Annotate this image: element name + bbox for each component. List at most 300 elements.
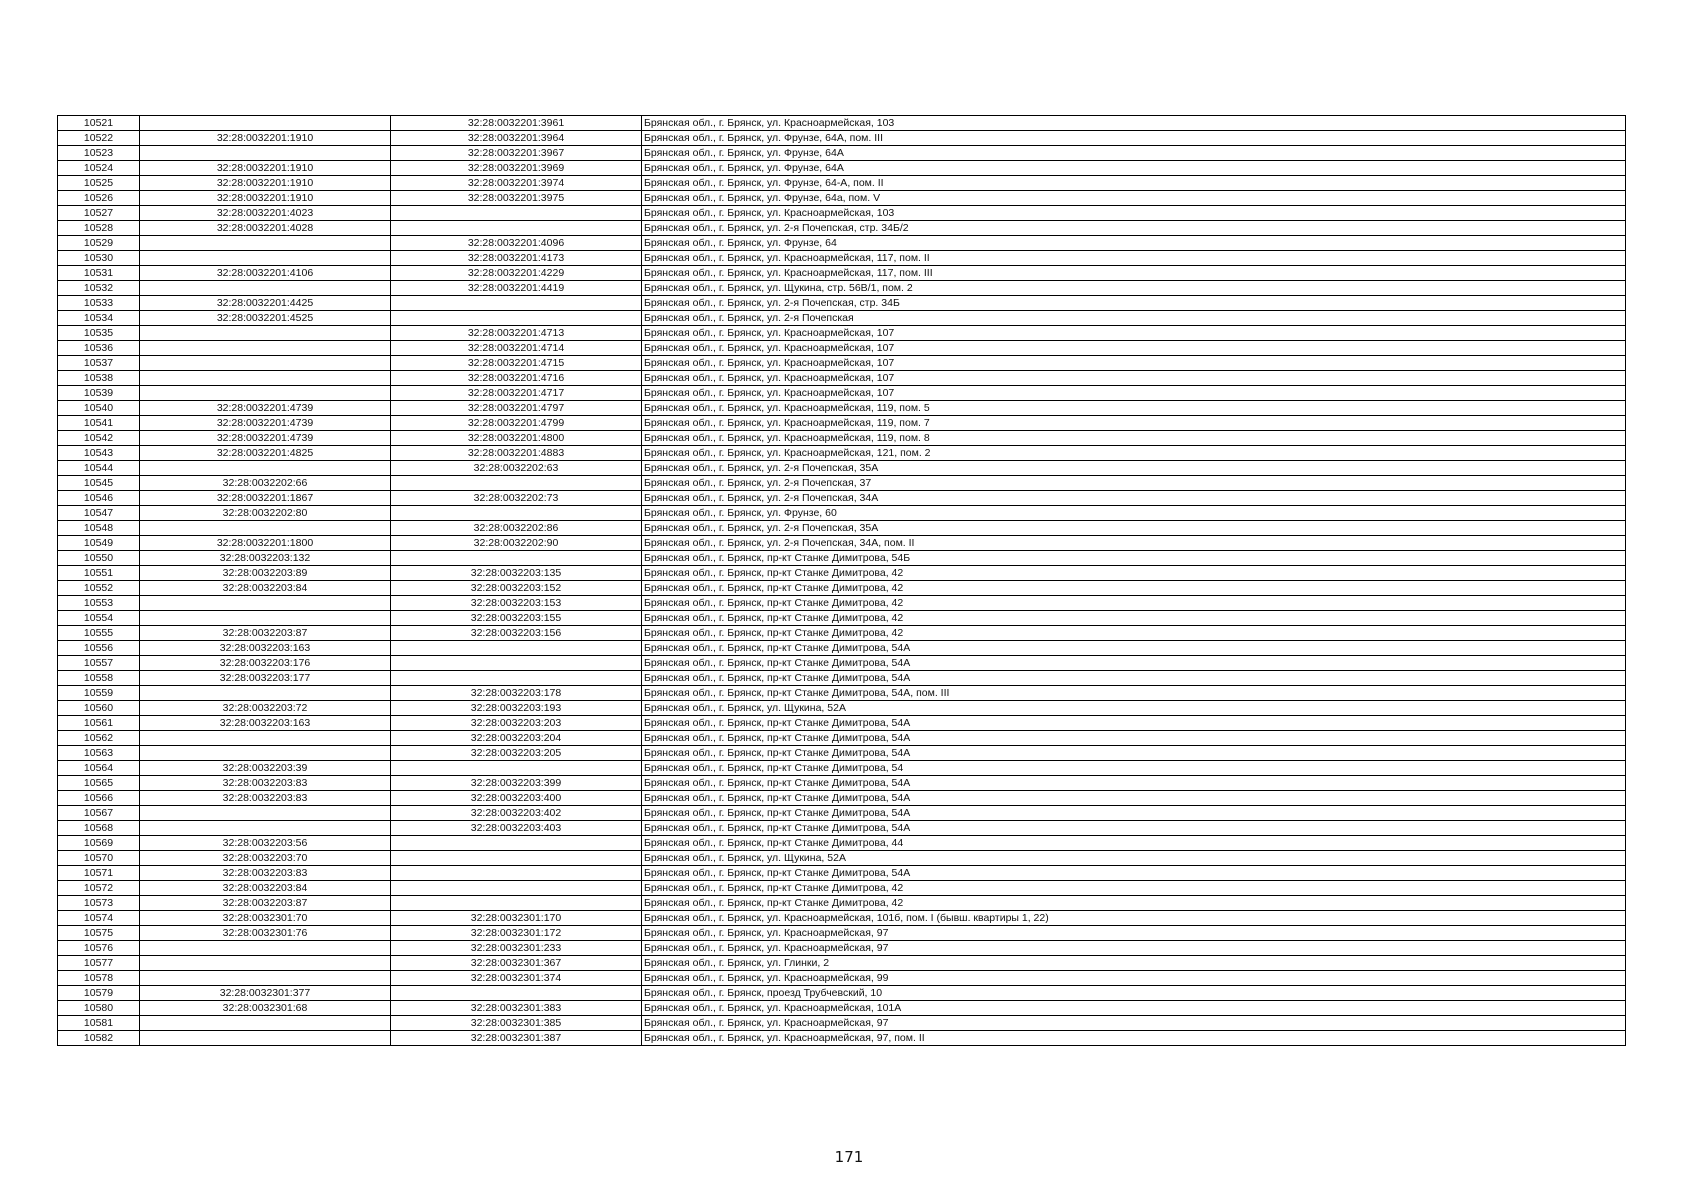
- address-cell: Брянская обл., г. Брянск, пр-кт Станке Димитрова, 42: [642, 881, 1626, 896]
- address-cell: Брянская обл., г. Брянск, ул. Щукина, 52А: [642, 851, 1626, 866]
- parent-cadastral-number-cell: 32:28:0032203:89: [140, 566, 391, 581]
- cadastral-number-cell: [391, 761, 642, 776]
- address-cell: Брянская обл., г. Брянск, ул. Красноармейская, 107: [642, 341, 1626, 356]
- cadastral-number-cell: 32:28:0032201:4715: [391, 356, 642, 371]
- table-row: [58, 281, 1626, 296]
- address-cell: Брянская обл., г. Брянск, ул. 2-я Почепская, 35А: [642, 461, 1626, 476]
- parent-cadastral-number-cell: 32:28:0032201:1910: [140, 161, 391, 176]
- table-row: [58, 776, 1626, 791]
- row-number-cell: 10560: [58, 701, 140, 716]
- row-number-cell: 10535: [58, 326, 140, 341]
- table-row: [58, 641, 1626, 656]
- row-number-cell: 10569: [58, 836, 140, 851]
- row-number-cell: 10578: [58, 971, 140, 986]
- row-number-cell: 10541: [58, 416, 140, 431]
- address-cell: Брянская обл., г. Брянск, пр-кт Станке Димитрова, 44: [642, 836, 1626, 851]
- table-row: [58, 191, 1626, 206]
- cadastral-number-cell: 32:28:0032301:385: [391, 1016, 642, 1031]
- parent-cadastral-number-cell: [140, 521, 391, 536]
- table-row: [58, 746, 1626, 761]
- parent-cadastral-number-cell: 32:28:0032203:84: [140, 581, 391, 596]
- cadastral-number-cell: 32:28:0032202:63: [391, 461, 642, 476]
- row-number-cell: 10548: [58, 521, 140, 536]
- table-row: [58, 401, 1626, 416]
- address-cell: Брянская обл., г. Брянск, ул. 2-я Почепская, стр. 34Б: [642, 296, 1626, 311]
- parent-cadastral-number-cell: 32:28:0032301:68: [140, 1001, 391, 1016]
- address-cell: Брянская обл., г. Брянск, ул. Фрунзе, 64А, пом. III: [642, 131, 1626, 146]
- table-row: [58, 371, 1626, 386]
- table-row: [58, 896, 1626, 911]
- cadastral-number-cell: 32:28:0032202:86: [391, 521, 642, 536]
- table-row: [58, 866, 1626, 881]
- address-cell: Брянская обл., г. Брянск, ул. Красноармейская, 121, пом. 2: [642, 446, 1626, 461]
- address-cell: Брянская обл., г. Брянск, ул. Глинки, 2: [642, 956, 1626, 971]
- row-number-cell: 10582: [58, 1031, 140, 1046]
- table-row: [58, 581, 1626, 596]
- address-cell: Брянская обл., г. Брянск, ул. Фрунзе, 64А: [642, 146, 1626, 161]
- cadastral-number-cell: 32:28:0032201:4717: [391, 386, 642, 401]
- table-row: [58, 686, 1626, 701]
- row-number-cell: 10575: [58, 926, 140, 941]
- table-row: [58, 251, 1626, 266]
- parent-cadastral-number-cell: 32:28:0032201:1910: [140, 176, 391, 191]
- address-cell: Брянская обл., г. Брянск, пр-кт Станке Димитрова, 42: [642, 596, 1626, 611]
- address-cell: Брянская обл., г. Брянск, ул. Красноармейская, 97: [642, 941, 1626, 956]
- table-row: [58, 341, 1626, 356]
- table-row: [58, 851, 1626, 866]
- address-cell: Брянская обл., г. Брянск, ул. Красноармейская, 107: [642, 326, 1626, 341]
- row-number-cell: 10573: [58, 896, 140, 911]
- row-number-cell: 10547: [58, 506, 140, 521]
- table-row: [58, 506, 1626, 521]
- address-cell: Брянская обл., г. Брянск, ул. Красноармейская, 107: [642, 356, 1626, 371]
- table-row: [58, 791, 1626, 806]
- row-number-cell: 10522: [58, 131, 140, 146]
- table-row: [58, 881, 1626, 896]
- address-cell: Брянская обл., г. Брянск, ул. Красноармейская, 97: [642, 1016, 1626, 1031]
- parent-cadastral-number-cell: [140, 596, 391, 611]
- parent-cadastral-number-cell: 32:28:0032201:4739: [140, 401, 391, 416]
- parent-cadastral-number-cell: [140, 326, 391, 341]
- address-cell: Брянская обл., г. Брянск, ул. Красноармейская, 117, пом. III: [642, 266, 1626, 281]
- cadastral-number-cell: 32:28:0032203:402: [391, 806, 642, 821]
- parent-cadastral-number-cell: [140, 941, 391, 956]
- row-number-cell: 10525: [58, 176, 140, 191]
- row-number-cell: 10528: [58, 221, 140, 236]
- address-cell: Брянская обл., г. Брянск, пр-кт Станке Димитрова, 54А: [642, 656, 1626, 671]
- table-row: [58, 956, 1626, 971]
- table-row: [58, 821, 1626, 836]
- cadastral-number-cell: 32:28:0032201:4096: [391, 236, 642, 251]
- parent-cadastral-number-cell: [140, 686, 391, 701]
- address-cell: Брянская обл., г. Брянск, ул. Красноармейская, 117, пом. II: [642, 251, 1626, 266]
- row-number-cell: 10530: [58, 251, 140, 266]
- parent-cadastral-number-cell: [140, 386, 391, 401]
- table-row: [58, 971, 1626, 986]
- row-number-cell: 10542: [58, 431, 140, 446]
- cadastral-number-cell: 32:28:0032203:193: [391, 701, 642, 716]
- table-row: [58, 911, 1626, 926]
- row-number-cell: 10551: [58, 566, 140, 581]
- table-row: [58, 446, 1626, 461]
- row-number-cell: 10563: [58, 746, 140, 761]
- address-cell: Брянская обл., г. Брянск, ул. Фрунзе, 60: [642, 506, 1626, 521]
- table-row: [58, 716, 1626, 731]
- address-cell: Брянская обл., г. Брянск, пр-кт Станке Димитрова, 54А: [642, 776, 1626, 791]
- cadastral-number-cell: 32:28:0032201:4714: [391, 341, 642, 356]
- parent-cadastral-number-cell: 32:28:0032203:176: [140, 656, 391, 671]
- table-row: [58, 1016, 1626, 1031]
- table-row: [58, 491, 1626, 506]
- cadastral-number-cell: 32:28:0032203:155: [391, 611, 642, 626]
- table-row: [58, 671, 1626, 686]
- address-cell: Брянская обл., г. Брянск, ул. Щукина, стр. 56В/1, пом. 2: [642, 281, 1626, 296]
- address-cell: Брянская обл., г. Брянск, ул. Фрунзе, 64: [642, 236, 1626, 251]
- table-row: [58, 1001, 1626, 1016]
- cadastral-number-cell: 32:28:0032203:399: [391, 776, 642, 791]
- parent-cadastral-number-cell: 32:28:0032203:163: [140, 641, 391, 656]
- cadastral-number-cell: 32:28:0032201:4883: [391, 446, 642, 461]
- row-number-cell: 10538: [58, 371, 140, 386]
- cadastral-number-cell: [391, 641, 642, 656]
- cadastral-number-cell: 32:28:0032203:152: [391, 581, 642, 596]
- row-number-cell: 10546: [58, 491, 140, 506]
- parent-cadastral-number-cell: 32:28:0032203:83: [140, 776, 391, 791]
- row-number-cell: 10550: [58, 551, 140, 566]
- cadastral-number-cell: 32:28:0032201:4797: [391, 401, 642, 416]
- address-cell: Брянская обл., г. Брянск, пр-кт Станке Димитрова, 54А: [642, 746, 1626, 761]
- cadastral-number-cell: [391, 671, 642, 686]
- row-number-cell: 10566: [58, 791, 140, 806]
- table-row: [58, 236, 1626, 251]
- parent-cadastral-number-cell: [140, 731, 391, 746]
- row-number-cell: 10571: [58, 866, 140, 881]
- registry-table-body: [58, 116, 1626, 1046]
- parent-cadastral-number-cell: 32:28:0032201:1910: [140, 191, 391, 206]
- address-cell: Брянская обл., г. Брянск, ул. Красноармейская, 119, пом. 5: [642, 401, 1626, 416]
- table-row: [58, 221, 1626, 236]
- row-number-cell: 10577: [58, 956, 140, 971]
- parent-cadastral-number-cell: [140, 371, 391, 386]
- address-cell: Брянская обл., г. Брянск, ул. Красноармейская, 99: [642, 971, 1626, 986]
- parent-cadastral-number-cell: [140, 281, 391, 296]
- address-cell: Брянская обл., г. Брянск, ул. 2-я Почепская, 34А: [642, 491, 1626, 506]
- table-row: [58, 416, 1626, 431]
- table-row: [58, 941, 1626, 956]
- cadastral-number-cell: 32:28:0032203:203: [391, 716, 642, 731]
- parent-cadastral-number-cell: 32:28:0032203:70: [140, 851, 391, 866]
- address-cell: Брянская обл., г. Брянск, ул. Щукина, 52А: [642, 701, 1626, 716]
- table-row: [58, 731, 1626, 746]
- parent-cadastral-number-cell: [140, 356, 391, 371]
- row-number-cell: 10524: [58, 161, 140, 176]
- address-cell: Брянская обл., г. Брянск, ул. 2-я Почепская: [642, 311, 1626, 326]
- address-cell: Брянская обл., г. Брянск, ул. 2-я Почепская, 34А, пом. II: [642, 536, 1626, 551]
- table-row: [58, 461, 1626, 476]
- table-row: [58, 296, 1626, 311]
- parent-cadastral-number-cell: 32:28:0032203:163: [140, 716, 391, 731]
- parent-cadastral-number-cell: 32:28:0032202:80: [140, 506, 391, 521]
- cadastral-number-cell: 32:28:0032201:3975: [391, 191, 642, 206]
- address-cell: Брянская обл., г. Брянск, ул. 2-я Почепская, стр. 34Б/2: [642, 221, 1626, 236]
- cadastral-number-cell: 32:28:0032301:170: [391, 911, 642, 926]
- row-number-cell: 10543: [58, 446, 140, 461]
- address-cell: Брянская обл., г. Брянск, пр-кт Станке Димитрова, 54А: [642, 641, 1626, 656]
- parent-cadastral-number-cell: 32:28:0032301:377: [140, 986, 391, 1001]
- parent-cadastral-number-cell: [140, 806, 391, 821]
- row-number-cell: 10553: [58, 596, 140, 611]
- table-row: [58, 176, 1626, 191]
- address-cell: Брянская обл., г. Брянск, пр-кт Станке Димитрова, 54А: [642, 731, 1626, 746]
- row-number-cell: 10576: [58, 941, 140, 956]
- cadastral-number-cell: 32:28:0032201:3967: [391, 146, 642, 161]
- table-row: [58, 521, 1626, 536]
- row-number-cell: 10555: [58, 626, 140, 641]
- cadastral-number-cell: 32:28:0032201:4713: [391, 326, 642, 341]
- row-number-cell: 10539: [58, 386, 140, 401]
- cadastral-number-cell: 32:28:0032301:383: [391, 1001, 642, 1016]
- table-row: [58, 596, 1626, 611]
- cadastral-number-cell: 32:28:0032201:4716: [391, 371, 642, 386]
- parent-cadastral-number-cell: 32:28:0032203:83: [140, 791, 391, 806]
- row-number-cell: 10529: [58, 236, 140, 251]
- address-cell: Брянская обл., г. Брянск, ул. Красноармейская, 107: [642, 386, 1626, 401]
- table-row: [58, 926, 1626, 941]
- parent-cadastral-number-cell: [140, 1016, 391, 1031]
- row-number-cell: 10558: [58, 671, 140, 686]
- table-row: [58, 806, 1626, 821]
- parent-cadastral-number-cell: 32:28:0032203:39: [140, 761, 391, 776]
- cadastral-number-cell: 32:28:0032201:3974: [391, 176, 642, 191]
- cadastral-number-cell: [391, 206, 642, 221]
- parent-cadastral-number-cell: [140, 461, 391, 476]
- table-row: [58, 761, 1626, 776]
- row-number-cell: 10556: [58, 641, 140, 656]
- parent-cadastral-number-cell: 32:28:0032201:1867: [140, 491, 391, 506]
- parent-cadastral-number-cell: [140, 1031, 391, 1046]
- row-number-cell: 10562: [58, 731, 140, 746]
- address-cell: Брянская обл., г. Брянск, ул. Красноармейская, 119, пом. 8: [642, 431, 1626, 446]
- table-row: [58, 431, 1626, 446]
- address-cell: Брянская обл., г. Брянск, ул. Красноармейская, 101А: [642, 1001, 1626, 1016]
- address-cell: Брянская обл., г. Брянск, пр-кт Станке Димитрова, 42: [642, 566, 1626, 581]
- cadastral-number-cell: 32:28:0032301:233: [391, 941, 642, 956]
- table-row: [58, 266, 1626, 281]
- cadastral-number-cell: [391, 881, 642, 896]
- table-row: [58, 536, 1626, 551]
- cadastral-number-cell: 32:28:0032201:3969: [391, 161, 642, 176]
- row-number-cell: 10527: [58, 206, 140, 221]
- table-row: [58, 551, 1626, 566]
- row-number-cell: 10532: [58, 281, 140, 296]
- row-number-cell: 10545: [58, 476, 140, 491]
- table-row: [58, 1031, 1626, 1046]
- cadastral-number-cell: 32:28:0032301:374: [391, 971, 642, 986]
- table-row: [58, 611, 1626, 626]
- cadastral-number-cell: 32:28:0032203:204: [391, 731, 642, 746]
- address-cell: Брянская обл., г. Брянск, пр-кт Станке Димитрова, 42: [642, 626, 1626, 641]
- row-number-cell: 10536: [58, 341, 140, 356]
- address-cell: Брянская обл., г. Брянск, ул. Красноармейская, 103: [642, 206, 1626, 221]
- address-cell: Брянская обл., г. Брянск, пр-кт Станке Димитрова, 54А: [642, 866, 1626, 881]
- row-number-cell: 10557: [58, 656, 140, 671]
- parent-cadastral-number-cell: 32:28:0032202:66: [140, 476, 391, 491]
- address-cell: Брянская обл., г. Брянск, ул. Фрунзе, 64а, пом. V: [642, 191, 1626, 206]
- cadastral-number-cell: 32:28:0032201:4173: [391, 251, 642, 266]
- address-cell: Брянская обл., г. Брянск, ул. Красноармейская, 97, пом. II: [642, 1031, 1626, 1046]
- row-number-cell: 10559: [58, 686, 140, 701]
- address-cell: Брянская обл., г. Брянск, пр-кт Станке Димитрова, 42: [642, 611, 1626, 626]
- row-number-cell: 10565: [58, 776, 140, 791]
- row-number-cell: 10537: [58, 356, 140, 371]
- row-number-cell: 10580: [58, 1001, 140, 1016]
- row-number-cell: 10534: [58, 311, 140, 326]
- cadastral-number-cell: [391, 986, 642, 1001]
- cadastral-number-cell: 32:28:0032203:153: [391, 596, 642, 611]
- cadastral-number-cell: 32:28:0032203:156: [391, 626, 642, 641]
- row-number-cell: 10568: [58, 821, 140, 836]
- address-cell: Брянская обл., г. Брянск, пр-кт Станке Димитрова, 54А: [642, 821, 1626, 836]
- cadastral-number-cell: 32:28:0032203:135: [391, 566, 642, 581]
- cadastral-number-cell: 32:28:0032201:4799: [391, 416, 642, 431]
- parent-cadastral-number-cell: [140, 146, 391, 161]
- table-row: [58, 836, 1626, 851]
- page-number: 171: [834, 1148, 864, 1166]
- address-cell: Брянская обл., г. Брянск, ул. Фрунзе, 64А: [642, 161, 1626, 176]
- parent-cadastral-number-cell: 32:28:0032203:84: [140, 881, 391, 896]
- table-row: [58, 986, 1626, 1001]
- cadastral-number-cell: [391, 296, 642, 311]
- row-number-cell: 10554: [58, 611, 140, 626]
- property-registry-table: [57, 115, 1626, 1046]
- row-number-cell: 10526: [58, 191, 140, 206]
- table-row: [58, 386, 1626, 401]
- cadastral-number-cell: 32:28:0032202:73: [391, 491, 642, 506]
- row-number-cell: 10579: [58, 986, 140, 1001]
- row-number-cell: 10552: [58, 581, 140, 596]
- parent-cadastral-number-cell: 32:28:0032203:56: [140, 836, 391, 851]
- parent-cadastral-number-cell: 32:28:0032201:1800: [140, 536, 391, 551]
- table-row: [58, 161, 1626, 176]
- row-number-cell: 10574: [58, 911, 140, 926]
- parent-cadastral-number-cell: [140, 821, 391, 836]
- address-cell: Брянская обл., г. Брянск, пр-кт Станке Димитрова, 42: [642, 581, 1626, 596]
- row-number-cell: 10572: [58, 881, 140, 896]
- cadastral-number-cell: 32:28:0032203:400: [391, 791, 642, 806]
- address-cell: Брянская обл., г. Брянск, ул. Красноармейская, 97: [642, 926, 1626, 941]
- parent-cadastral-number-cell: [140, 611, 391, 626]
- cadastral-number-cell: 32:28:0032201:4419: [391, 281, 642, 296]
- parent-cadastral-number-cell: [140, 236, 391, 251]
- address-cell: Брянская обл., г. Брянск, пр-кт Станке Димитрова, 54: [642, 761, 1626, 776]
- address-cell: Брянская обл., г. Брянск, ул. Красноармейская, 101б, пом. I (бывш. квартиры 1, 22): [642, 911, 1626, 926]
- address-cell: Брянская обл., г. Брянск, ул. 2-я Почепская, 37: [642, 476, 1626, 491]
- address-cell: Брянская обл., г. Брянск, пр-кт Станке Димитрова, 54Б: [642, 551, 1626, 566]
- cadastral-number-cell: [391, 506, 642, 521]
- parent-cadastral-number-cell: [140, 341, 391, 356]
- parent-cadastral-number-cell: 32:28:0032201:4028: [140, 221, 391, 236]
- parent-cadastral-number-cell: [140, 971, 391, 986]
- address-cell: Брянская обл., г. Брянск, проезд Трубчевский, 10: [642, 986, 1626, 1001]
- table-row: [58, 476, 1626, 491]
- table-row: [58, 626, 1626, 641]
- address-cell: Брянская обл., г. Брянск, пр-кт Станке Димитрова, 54А: [642, 806, 1626, 821]
- parent-cadastral-number-cell: 32:28:0032203:83: [140, 866, 391, 881]
- row-number-cell: 10561: [58, 716, 140, 731]
- parent-cadastral-number-cell: 32:28:0032203:177: [140, 671, 391, 686]
- parent-cadastral-number-cell: 32:28:0032203:72: [140, 701, 391, 716]
- cadastral-number-cell: 32:28:0032201:3964: [391, 131, 642, 146]
- cadastral-number-cell: 32:28:0032202:90: [391, 536, 642, 551]
- address-cell: Брянская обл., г. Брянск, пр-кт Станке Димитрова, 42: [642, 896, 1626, 911]
- address-cell: Брянская обл., г. Брянск, пр-кт Станке Димитрова, 54А, пом. III: [642, 686, 1626, 701]
- address-cell: Брянская обл., г. Брянск, пр-кт Станке Димитрова, 54А: [642, 671, 1626, 686]
- cadastral-number-cell: 32:28:0032301:387: [391, 1031, 642, 1046]
- address-cell: Брянская обл., г. Брянск, ул. Красноармейская, 119, пом. 7: [642, 416, 1626, 431]
- parent-cadastral-number-cell: 32:28:0032201:4425: [140, 296, 391, 311]
- parent-cadastral-number-cell: 32:28:0032201:4739: [140, 431, 391, 446]
- table-row: [58, 566, 1626, 581]
- cadastral-number-cell: [391, 896, 642, 911]
- parent-cadastral-number-cell: 32:28:0032201:4023: [140, 206, 391, 221]
- address-cell: Брянская обл., г. Брянск, ул. 2-я Почепская, 35А: [642, 521, 1626, 536]
- parent-cadastral-number-cell: 32:28:0032201:4739: [140, 416, 391, 431]
- table-row: [58, 311, 1626, 326]
- cadastral-number-cell: [391, 866, 642, 881]
- parent-cadastral-number-cell: [140, 251, 391, 266]
- row-number-cell: 10544: [58, 461, 140, 476]
- table-row: [58, 131, 1626, 146]
- address-cell: Брянская обл., г. Брянск, ул. Красноармейская, 107: [642, 371, 1626, 386]
- table-row: [58, 701, 1626, 716]
- row-number-cell: 10549: [58, 536, 140, 551]
- cadastral-number-cell: [391, 551, 642, 566]
- cadastral-number-cell: [391, 656, 642, 671]
- cadastral-number-cell: 32:28:0032301:367: [391, 956, 642, 971]
- cadastral-number-cell: [391, 311, 642, 326]
- row-number-cell: 10531: [58, 266, 140, 281]
- parent-cadastral-number-cell: 32:28:0032301:76: [140, 926, 391, 941]
- address-cell: Брянская обл., г. Брянск, ул. Красноармейская, 103: [642, 116, 1626, 131]
- cadastral-number-cell: 32:28:0032201:4800: [391, 431, 642, 446]
- parent-cadastral-number-cell: 32:28:0032203:87: [140, 626, 391, 641]
- cadastral-number-cell: 32:28:0032203:178: [391, 686, 642, 701]
- parent-cadastral-number-cell: 32:28:0032203:132: [140, 551, 391, 566]
- table-row: [58, 146, 1626, 161]
- row-number-cell: 10570: [58, 851, 140, 866]
- row-number-cell: 10523: [58, 146, 140, 161]
- cadastral-number-cell: 32:28:0032301:172: [391, 926, 642, 941]
- row-number-cell: 10581: [58, 1016, 140, 1031]
- table-row: [58, 326, 1626, 341]
- address-cell: Брянская обл., г. Брянск, пр-кт Станке Димитрова, 54А: [642, 716, 1626, 731]
- parent-cadastral-number-cell: 32:28:0032203:87: [140, 896, 391, 911]
- row-number-cell: 10567: [58, 806, 140, 821]
- row-number-cell: 10564: [58, 761, 140, 776]
- parent-cadastral-number-cell: 32:28:0032201:4825: [140, 446, 391, 461]
- cadastral-number-cell: [391, 221, 642, 236]
- address-cell: Брянская обл., г. Брянск, ул. Фрунзе, 64-А, пом. II: [642, 176, 1626, 191]
- table-row: [58, 356, 1626, 371]
- cadastral-number-cell: 32:28:0032203:403: [391, 821, 642, 836]
- parent-cadastral-number-cell: [140, 116, 391, 131]
- cadastral-number-cell: 32:28:0032201:3961: [391, 116, 642, 131]
- parent-cadastral-number-cell: 32:28:0032201:4525: [140, 311, 391, 326]
- cadastral-number-cell: 32:28:0032201:4229: [391, 266, 642, 281]
- row-number-cell: 10521: [58, 116, 140, 131]
- parent-cadastral-number-cell: 32:28:0032201:1910: [140, 131, 391, 146]
- parent-cadastral-number-cell: [140, 746, 391, 761]
